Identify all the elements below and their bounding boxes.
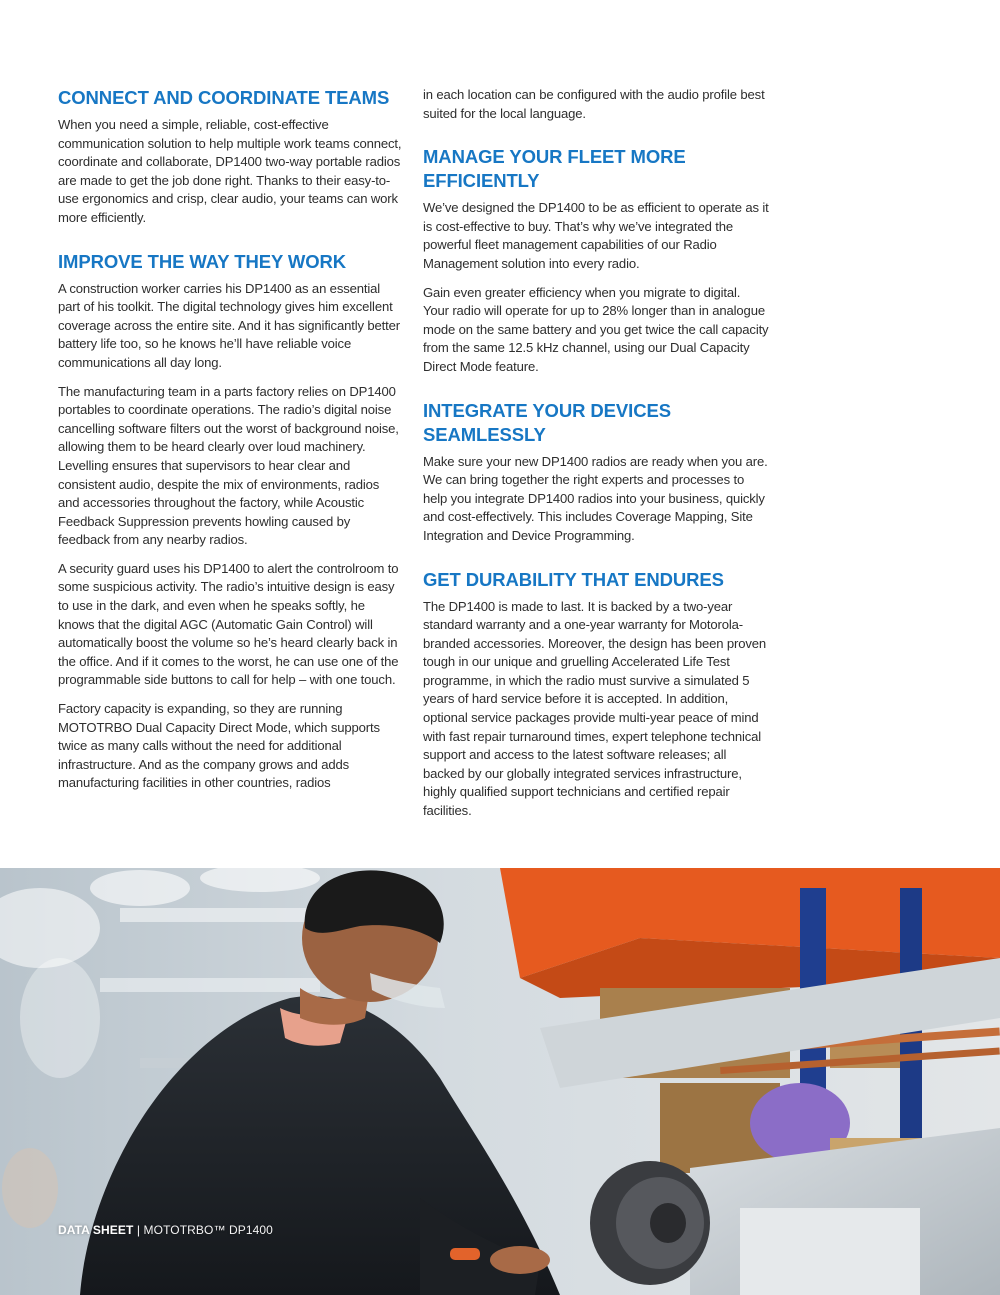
footer-separator: | [136,1223,141,1237]
paragraph: Gain even greater efficiency when you migrate to digital. Your radio will operate for up to 28% longer than in analogue mode on the same battery and you get twice the call capacity from the same 12.5 kHz channel, using our Dual Capacity Direct Mode feature. [423,284,769,374]
heading-integrate-devices: INTEGRATE YOUR DEVICES SEAMLESSLY [423,399,671,445]
heading-connect-coordinate: CONNECT AND COORDINATE TEAMS [58,87,390,108]
heading-durability: GET DURABILITY THAT ENDURES [423,568,724,590]
paragraph-continued: in each location can be configured with the audio profile best suited for the local language. [423,87,765,121]
footer-product: MOTOTRBO™ DP1400 [143,1223,273,1237]
right-column [423,86,769,821]
paragraph: When you need a simple, reliable, cost-effective communication solution to help multiple work teams connect, coordinate and collaborate, DP1400 two-way portable radios are made to get the job done right. Thanks to their easy-to-use ergonomics and crisp, clear audio, your teams can work more efficiently. [58,117,402,225]
heading-manage-fleet: MANAGE YOUR FLEET MORE EFFICIENTLY [423,146,686,192]
paragraph: We’ve designed the DP1400 to be as efficient to operate as it is cost-effective to buy. That’s why we’ve integrated the powerful fleet management capabilities of our Radio Management solution into every radio. [423,200,769,271]
paragraph: A construction worker carries his DP1400 as an essential part of his toolkit. The digital technology gives him excellent coverage across the entire site. And it has significantly better battery life too, so he knows he’ll have reliable voice communications all day long. [58,280,400,370]
paragraph: Factory capacity is expanding, so they are running MOTOTRBO Dual Capacity Direct Mode, which supports twice as many calls without the need for additional infrastructure. And as the company grows and adds manufacturing facilities in other countries, radios [58,701,380,791]
paragraph: A security guard uses his DP1400 to alert the controlroom to some suspicious activity. The radio’s intuitive design is easy to use in the dark, and even when he speaks softly, he knows that the digital AGC (Automatic Gain Control) will automatically boost the volume so he’s heard clearly back in the office. And if it comes to the worst, he can use one of the programmable side buttons to call for help – with one touch. [58,560,399,688]
paragraph: The manufacturing team in a parts factory relies on DP1400 portables to coordinate operations. The radio’s digital noise cancelling software filters out the worst of background noise, allowing them to be heard clearly over loud machinery. Levelling ensures that supervisors to hear clear and consistent audio, despite the mix of environments, radios and accessories throughout the factory, while Acoustic Feedback Suppression prevents howling caused by feedback from any nearby radios. [58,383,399,548]
footer-label: DATA SHEET [58,1223,134,1237]
heading-improve-work: IMPROVE THE WAY THEY WORK [58,250,347,272]
left-column [58,86,402,793]
footer [58,1223,273,1237]
paragraph: Make sure your new DP1400 radios are ready when you are. We can bring together the right experts and processes to help you integrate DP1400 radios into your business, quickly and cost-effectively. This includes Coverage Mapping, Site Integration and Device Programming. [423,453,768,543]
paragraph: The DP1400 is made to last. It is backed by a two-year standard warranty and a one-year warranty for Motorola-branded accessories. Moreover, the design has been proven tough in our unique and gruelling Accelerated Life Test programme, in which the radio must survive a simulated 5 years of hard service before it is accepted. In addition, optional service packages provide multi-year peace of mind with fast repair turnaround times, expert telephone technical support and access to the latest software releases; all backed by our globally integrated services infrastructure, highly qualified support technicians and certified repair facilities. [423,598,767,819]
